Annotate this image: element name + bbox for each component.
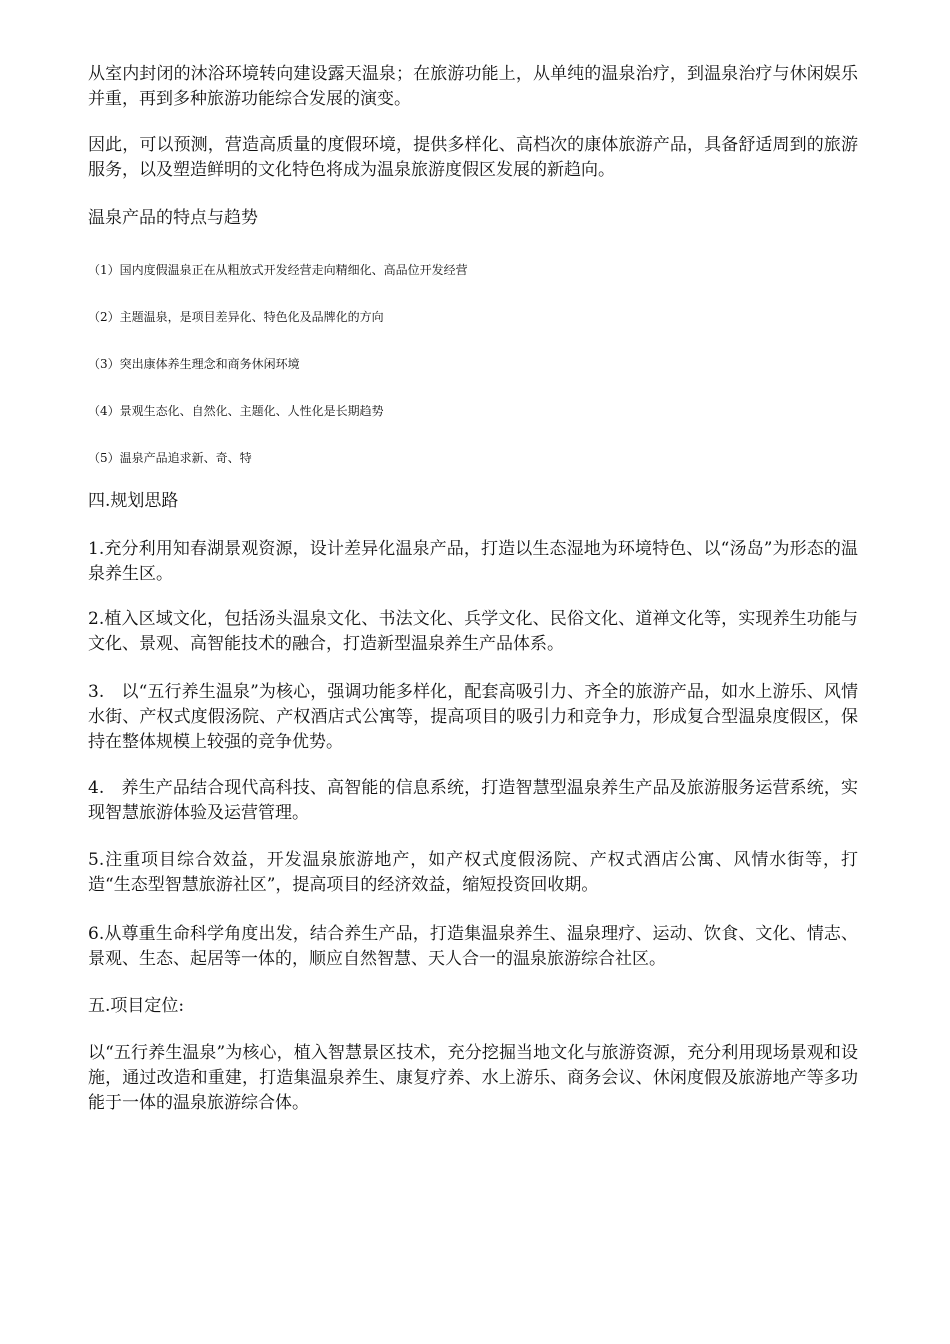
paragraph-prediction: 因此，可以预测，营造高质量的度假环境，提供多样化、高档次的康体旅游产品，具备舒适周到的旅游服务，以及塑造鲜明的文化特色将成为温泉旅游度假区发展的新趋向。 bbox=[88, 135, 858, 180]
planning-item-3: 3. 以“五行养生温泉”为核心，强调功能多样化，配套高吸引力、齐全的旅游产品，如水上游乐、风情水街、产权式度假汤院、产权酒店式公寓等，提高项目的吸引力和竞争力，形成复合型温泉度假区，保持在整体规模上较强的竞争优势。 bbox=[88, 682, 858, 752]
planning-item-6: 6.从尊重生命科学角度出发，结合养生产品，打造集温泉养生、温泉理疗、运动、饮食、文化、情志、景观、生态、起居等一体的，顺应自然智慧、天人合一的温泉旅游综合社区。 bbox=[88, 924, 858, 969]
planning-item-4: 4. 养生产品结合现代高科技、高智能的信息系统，打造智慧型温泉养生产品及旅游服务运营系统，实现智慧旅游体验及运营管理。 bbox=[88, 778, 858, 823]
section-4-heading: 四.规划思路 bbox=[88, 491, 179, 511]
features-heading: 温泉产品的特点与趋势 bbox=[88, 208, 258, 228]
feature-item-4: （4）景观生态化、自然化、主题化、人性化是长期趋势 bbox=[88, 404, 384, 418]
paragraph-intro-continuation: 从室内封闭的沐浴环境转向建设露天温泉；在旅游功能上，从单纯的温泉治疗，到温泉治疗与休闲娱乐并重，再到多种旅游功能综合发展的演变。 bbox=[88, 64, 858, 109]
feature-item-1: （1）国内度假温泉正在从粗放式开发经营走向精细化、高品位开发经营 bbox=[88, 263, 468, 277]
section-5-heading: 五.项目定位: bbox=[88, 996, 185, 1016]
positioning-paragraph: 以“五行养生温泉”为核心，植入智慧景区技术，充分挖掘当地文化与旅游资源，充分利用现场景观和设施，通过改造和重建，打造集温泉养生、康复疗养、水上游乐、商务会议、休闲度假及旅游地产等多功能于一体的温泉旅游综合体。 bbox=[88, 1043, 858, 1113]
feature-item-5: （5）温泉产品追求新、奇、特 bbox=[88, 451, 252, 465]
feature-item-2: （2）主题温泉，是项目差异化、特色化及品牌化的方向 bbox=[88, 310, 384, 324]
planning-item-5: 5.注重项目综合效益，开发温泉旅游地产，如产权式度假汤院、产权式酒店公寓、风情水街等，打造“生态型智慧旅游社区”，提高项目的经济效益，缩短投资回收期。 bbox=[88, 850, 858, 895]
feature-item-3: （3）突出康体养生理念和商务休闲环境 bbox=[88, 357, 300, 371]
planning-item-1: 1.充分利用知春湖景观资源，设计差异化温泉产品，打造以生态湿地为环境特色、以“汤岛”为形态的温泉养生区。 bbox=[88, 539, 858, 584]
planning-item-2: 2.植入区域文化，包括汤头温泉文化、书法文化、兵学文化、民俗文化、道禅文化等，实现养生功能与文化、景观、高智能技术的融合，打造新型温泉养生产品体系。 bbox=[88, 609, 858, 654]
